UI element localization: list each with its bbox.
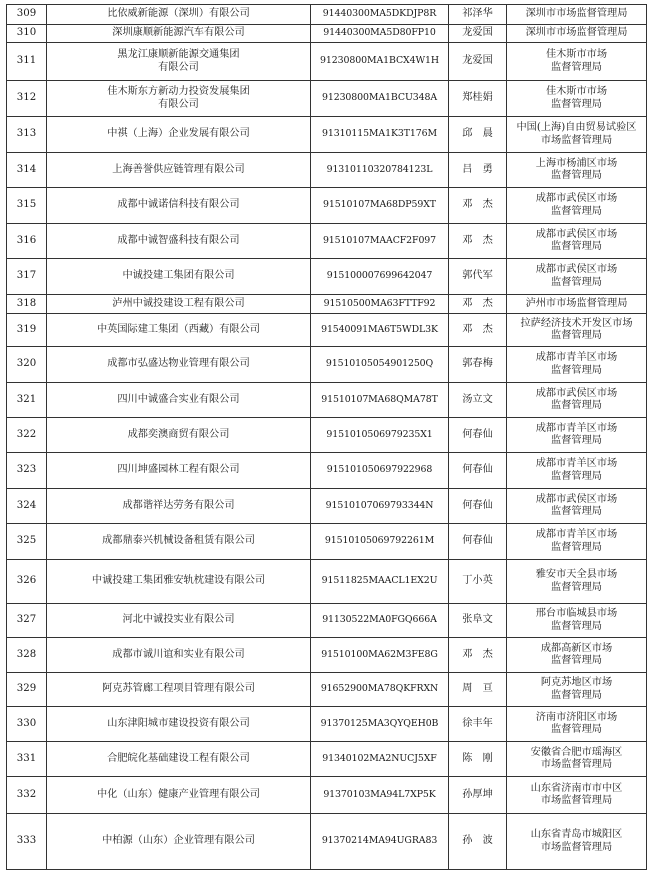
registration-authority: [507, 707, 647, 742]
credit-code: 91510100MA62M3FE8G: [311, 638, 449, 673]
company-name: [47, 777, 311, 814]
legal-representative: 张阜文: [449, 604, 507, 638]
registration-authority: [507, 153, 647, 188]
registration-authority: [507, 814, 647, 870]
registration-authority-line: 监督管理局: [551, 620, 602, 632]
registration-authority-line: 成都市武侯区市场: [535, 264, 618, 275]
company-table: [6, 4, 647, 870]
registration-authority-line: 成都市武侯区市场: [535, 493, 618, 505]
registration-authority-line: 监督管理局: [551, 581, 602, 593]
legal-representative: 郭代军: [449, 259, 507, 295]
company-name: [47, 604, 311, 638]
registration-authority: [507, 604, 647, 638]
company-name-line: 合肥皖化基础建设工程有限公司: [107, 752, 250, 764]
table-row: [7, 153, 647, 188]
company-name-line: 四川中诚盛合实业有限公司: [117, 393, 240, 405]
registration-authority-line: 监督管理局: [551, 470, 602, 482]
credit-code: 91130522MA0FGQ666A: [311, 604, 449, 638]
legal-representative: 祁泽华: [449, 5, 507, 25]
company-name: [47, 117, 311, 153]
company-name-line: 成都市弘盛达物业管理有限公司: [107, 358, 250, 370]
registration-authority-line: 深圳市市场监督管理局: [525, 27, 628, 39]
company-name-line: 四川坤盛园林工程有限公司: [117, 464, 240, 476]
table-row: [7, 347, 647, 383]
row-number: 325: [7, 524, 47, 560]
table-row: [7, 5, 647, 25]
table-row: [7, 383, 647, 418]
row-number: 324: [7, 489, 47, 524]
table-row: [7, 314, 647, 347]
registration-authority: [507, 259, 647, 295]
legal-representative: 邓 杰: [449, 314, 507, 347]
credit-code: 91511825MAACL1EX2U: [311, 560, 449, 604]
legal-representative: 徐丰年: [449, 707, 507, 742]
registration-authority-line: 监督管理局: [551, 541, 602, 553]
company-name: [47, 224, 311, 259]
legal-representative: 邓 杰: [449, 224, 507, 259]
company-name-line: 成都奕澳商贸有限公司: [127, 428, 230, 440]
company-name-line: 阿克苏管廊工程项目管理有限公司: [102, 683, 255, 695]
company-name: [47, 383, 311, 418]
registration-authority-line: 监督管理局: [551, 400, 602, 411]
credit-code: 91230800MA1BCX4W1H: [311, 43, 449, 81]
table-row: [7, 638, 647, 673]
registration-authority-line: 监督管理局: [551, 689, 602, 701]
row-number: 328: [7, 638, 47, 673]
company-name-line: 中柏源（山东）企业管理有限公司: [102, 835, 255, 847]
table-row: [7, 777, 647, 814]
row-number: 313: [7, 117, 47, 153]
company-name-line: 山东津阳城市建设投资有限公司: [107, 717, 250, 729]
registration-authority: [507, 777, 647, 814]
row-number: 320: [7, 347, 47, 383]
company-name-line: 上海善誉供应链管理有限公司: [112, 163, 245, 175]
registration-authority-line: 成都市青羊区市场: [535, 352, 618, 363]
registration-authority-line: 成都高新区市场: [540, 642, 613, 654]
registration-authority: [507, 453, 647, 489]
company-name: [47, 560, 311, 604]
registration-authority: [507, 314, 647, 347]
row-number: 332: [7, 777, 47, 814]
company-name: [47, 314, 311, 347]
row-number: 321: [7, 383, 47, 418]
credit-code: 91310115MA1K3T176M: [311, 117, 449, 153]
company-list-sheet: [6, 4, 646, 870]
registration-authority-line: 中国(上海)自由贸易试验区: [516, 122, 637, 133]
company-name: [47, 489, 311, 524]
registration-authority-line: 上海市杨浦区市场: [535, 157, 618, 169]
table-row: [7, 524, 647, 560]
credit-code: 91652900MA78QKFRXN: [311, 673, 449, 707]
registration-authority: [507, 383, 647, 418]
row-number: 323: [7, 453, 47, 489]
registration-authority-line: 济南市济阳区市场: [535, 711, 618, 723]
registration-authority-line: 山东省青岛市城阳区: [530, 829, 623, 840]
legal-representative: 邓 杰: [449, 638, 507, 673]
registration-authority: [507, 742, 647, 777]
company-name: [47, 188, 311, 224]
registration-authority: [507, 224, 647, 259]
legal-representative: 吕 勇: [449, 153, 507, 188]
table-row: [7, 604, 647, 638]
row-number: 316: [7, 224, 47, 259]
credit-code: 91510500MA63FTTF92: [311, 295, 449, 314]
registration-authority: [507, 295, 647, 314]
row-number: 317: [7, 259, 47, 295]
company-name: [47, 347, 311, 383]
registration-authority-line: 监督管理局: [551, 330, 602, 341]
row-number: 319: [7, 314, 47, 347]
registration-authority: [507, 673, 647, 707]
credit-code: 915100007699642047: [311, 259, 449, 295]
registration-authority-line: 安徽省合肥市瑶海区: [530, 746, 623, 758]
legal-representative: 邓 杰: [449, 188, 507, 224]
registration-authority: [507, 25, 647, 43]
row-number: 318: [7, 295, 47, 314]
legal-representative: 何春仙: [449, 489, 507, 524]
credit-code: 91440300MA5DKDJP8R: [311, 5, 449, 25]
registration-authority: [507, 188, 647, 224]
row-number: 310: [7, 25, 47, 43]
registration-authority: [507, 638, 647, 673]
table-row: [7, 489, 647, 524]
company-name-line: 中英国际建工集团（西藏）有限公司: [97, 323, 260, 335]
legal-representative: 龙爱国: [449, 43, 507, 81]
credit-code: 91370103MA94L7XP5K: [311, 777, 449, 814]
registration-authority-line: 拉萨经济技术开发区市场: [520, 317, 633, 329]
registration-authority-line: 成都市青羊区市场: [535, 422, 618, 434]
registration-authority-line: 成都市青羊区市场: [535, 458, 618, 469]
registration-authority-line: 雅安市天全县市场: [535, 569, 618, 580]
legal-representative: 陈 刚: [449, 742, 507, 777]
credit-code: 91440300MA5D80FP10: [311, 25, 449, 43]
registration-authority-line: 监督管理局: [551, 205, 602, 217]
legal-representative: 邱 晨: [449, 117, 507, 153]
row-number: 315: [7, 188, 47, 224]
legal-representative: 周 亘: [449, 673, 507, 707]
company-name: [47, 418, 311, 453]
registration-authority: [507, 347, 647, 383]
table-row: [7, 295, 647, 314]
row-number: 329: [7, 673, 47, 707]
table-row: [7, 259, 647, 295]
company-name-line: 中祺（上海）企业发展有限公司: [107, 128, 250, 140]
company-name-line: 黑龙江康顺新能源交通集团: [117, 49, 240, 60]
table-row: [7, 673, 647, 707]
registration-authority-line: 监督管理局: [551, 241, 602, 252]
company-name: [47, 638, 311, 673]
credit-code: 91510105054901250Q: [311, 347, 449, 383]
company-name-line: 有限公司: [158, 98, 199, 110]
company-name: [47, 814, 311, 870]
row-number: 333: [7, 814, 47, 870]
registration-authority: [507, 489, 647, 524]
company-name: [47, 742, 311, 777]
legal-representative: 何春仙: [449, 524, 507, 560]
company-name-line: 成都谐祥达劳务有限公司: [122, 499, 235, 511]
company-name-line: 成都中诚诺信科技有限公司: [117, 199, 240, 211]
table-row: [7, 188, 647, 224]
company-name-line: 中诚投建工集团雅安轨枕建设有限公司: [91, 575, 266, 587]
registration-authority-line: 山东省济南市市中区: [530, 782, 623, 794]
registration-authority-line: 成都市青羊区市场: [535, 529, 618, 540]
registration-authority-line: 监督管理局: [551, 655, 602, 666]
registration-authority: [507, 117, 647, 153]
company-name: [47, 153, 311, 188]
legal-representative: 龙爱国: [449, 25, 507, 43]
table-row: [7, 81, 647, 117]
registration-authority: [507, 524, 647, 560]
legal-representative: 汤立文: [449, 383, 507, 418]
credit-code: 91510107069793344N: [311, 489, 449, 524]
company-name: [47, 25, 311, 43]
credit-code: 91540091MA6T5WDL3K: [311, 314, 449, 347]
company-name-line: 泸州中诚投建设工程有限公司: [112, 297, 245, 309]
registration-authority-line: 监督管理局: [551, 364, 602, 376]
company-name: [47, 524, 311, 560]
company-table-body: [7, 5, 647, 870]
company-name: [47, 259, 311, 295]
row-number: 311: [7, 43, 47, 81]
credit-code: 91230800MA1BCU348A: [311, 81, 449, 117]
registration-authority-line: 市场监督管理局: [540, 795, 613, 806]
row-number: 314: [7, 153, 47, 188]
credit-code: 91510105069792296​8: [311, 453, 449, 489]
registration-authority-line: 佳木斯市市场: [545, 49, 608, 60]
credit-code: 915101050697923​5X1: [311, 418, 449, 453]
registration-authority-line: 成都市武侯区市场: [535, 193, 618, 204]
registration-authority-line: 市场监督管理局: [540, 759, 613, 770]
registration-authority-line: 深圳市市场监督管理局: [525, 8, 628, 20]
registration-authority-line: 佳木斯市市场: [545, 86, 608, 97]
company-name-line: 比依威新能源（深圳）有限公司: [107, 8, 250, 20]
company-name-line: 成都中诚智盛科技有限公司: [117, 234, 240, 246]
company-name-line: 有限公司: [158, 61, 199, 73]
row-number: 309: [7, 5, 47, 25]
table-row: [7, 418, 647, 453]
registration-authority: [507, 560, 647, 604]
credit-code: 91510107MAACF2F097: [311, 224, 449, 259]
table-row: [7, 742, 647, 777]
credit-code: 91310110320784123L: [311, 153, 449, 188]
company-name: [47, 673, 311, 707]
table-row: [7, 224, 647, 259]
company-name: [47, 43, 311, 81]
registration-authority-line: 成都市武侯区市场: [535, 387, 618, 399]
row-number: 327: [7, 604, 47, 638]
registration-authority-line: 成都市武侯区市场: [535, 228, 618, 240]
credit-code: 91370214MA94UGRA83: [311, 814, 449, 870]
registration-authority: [507, 43, 647, 81]
table-row: [7, 43, 647, 81]
registration-authority: [507, 418, 647, 453]
legal-representative: 孙 波: [449, 814, 507, 870]
company-name-line: 成都鼎泰兴机械设备租赁有限公司: [102, 535, 255, 547]
company-name: [47, 707, 311, 742]
registration-authority-line: 监督管理局: [551, 506, 602, 517]
company-name: [47, 81, 311, 117]
credit-code: 91510107MA68DP59XT: [311, 188, 449, 224]
legal-representative: 邓 杰: [449, 295, 507, 314]
table-row: [7, 707, 647, 742]
credit-code: 91510105069792261M: [311, 524, 449, 560]
company-name-line: 河北中诚投实业有限公司: [122, 614, 235, 626]
row-number: 322: [7, 418, 47, 453]
company-name-line: 佳木斯东方新动力投资发展集团: [107, 86, 250, 97]
legal-representative: 郑桂娟: [449, 81, 507, 117]
registration-authority-line: 监督管理局: [551, 170, 602, 181]
table-row: [7, 25, 647, 43]
row-number: 331: [7, 742, 47, 777]
company-name: [47, 295, 311, 314]
company-name-line: 中化（山东）健康产业管理有限公司: [97, 788, 260, 800]
legal-representative: 孙厚坤: [449, 777, 507, 814]
table-row: [7, 453, 647, 489]
registration-authority-line: 监督管理局: [551, 276, 602, 288]
row-number: 312: [7, 81, 47, 117]
registration-authority: [507, 5, 647, 25]
company-name-line: 深圳康顺新能源汽车有限公司: [112, 27, 245, 39]
table-row: [7, 814, 647, 870]
registration-authority-line: 监督管理局: [551, 61, 602, 73]
registration-authority-line: 监督管理局: [551, 98, 602, 110]
row-number: 326: [7, 560, 47, 604]
company-name-line: 中诚投建工集团有限公司: [122, 270, 235, 282]
legal-representative: 何春仙: [449, 453, 507, 489]
legal-representative: 何春仙: [449, 418, 507, 453]
credit-code: 91370125MA3QYQEH0B: [311, 707, 449, 742]
registration-authority-line: 阿克苏地区市场: [540, 677, 613, 688]
company-name: [47, 5, 311, 25]
table-row: [7, 560, 647, 604]
table-row: [7, 117, 647, 153]
registration-authority-line: 监督管理局: [551, 435, 602, 446]
registration-authority-line: 泸州市市场监督管理局: [525, 297, 628, 309]
row-number: 330: [7, 707, 47, 742]
registration-authority-line: 监督管理局: [551, 724, 602, 735]
registration-authority-line: 市场监督管理局: [540, 841, 613, 853]
company-name: [47, 453, 311, 489]
legal-representative: 丁小英: [449, 560, 507, 604]
credit-code: 91340102MA2NUCJ5XF: [311, 742, 449, 777]
credit-code: 91510107MA68QMA78T: [311, 383, 449, 418]
registration-authority: [507, 81, 647, 117]
company-name-line: 成都市诚川谊和实业有限公司: [112, 648, 245, 660]
registration-authority-line: 邢台市临城县市场: [535, 608, 618, 619]
registration-authority-line: 市场监督管理局: [540, 134, 613, 146]
legal-representative: 郭春梅: [449, 347, 507, 383]
